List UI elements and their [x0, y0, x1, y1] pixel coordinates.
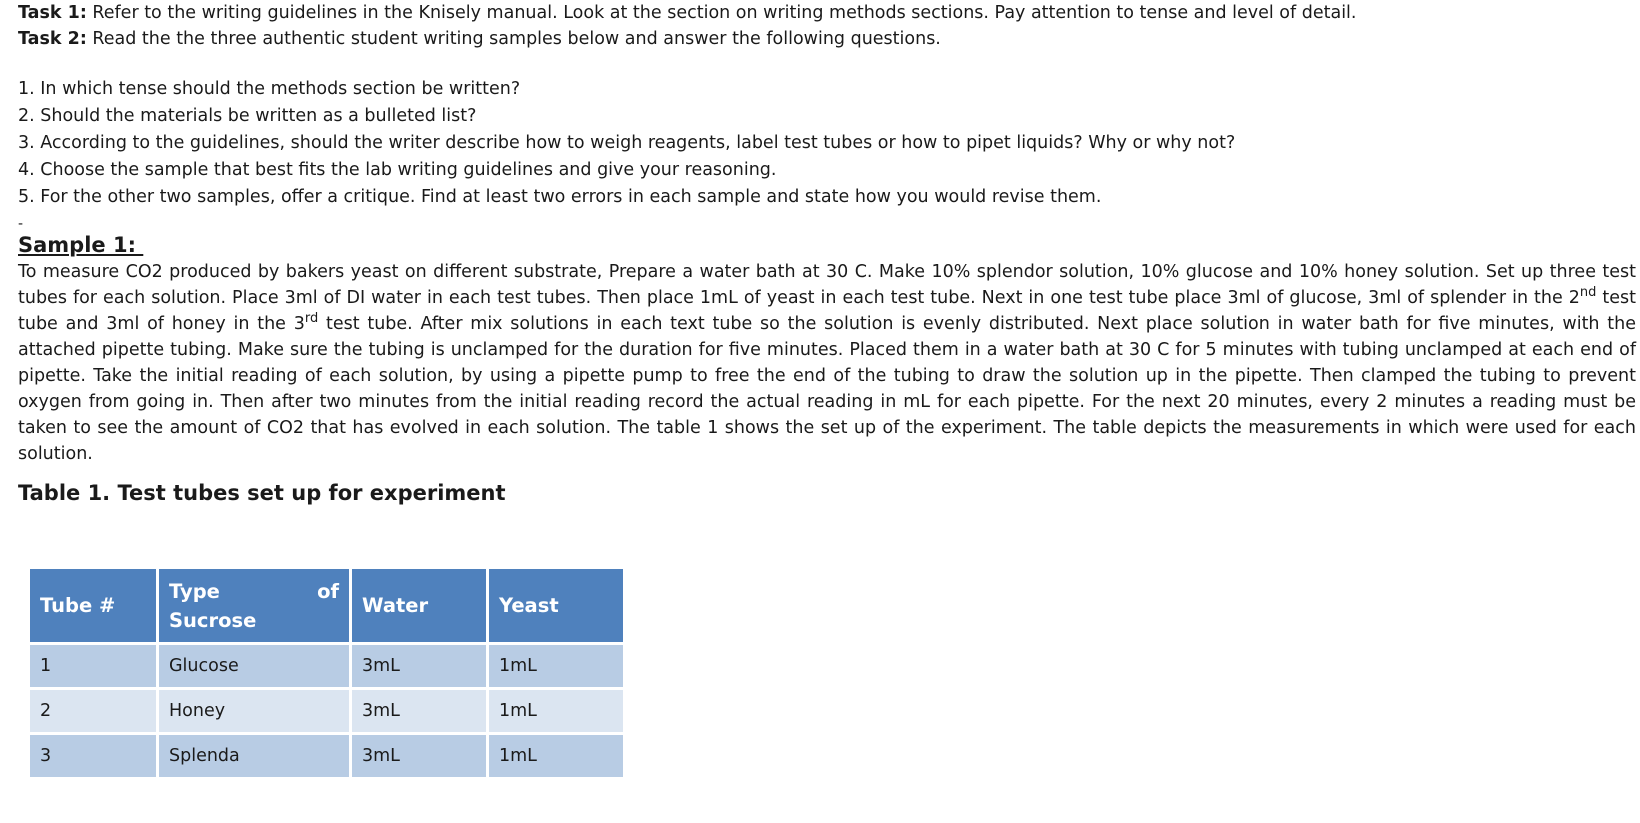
cell-water: 3mL — [351, 644, 488, 689]
question-5: 5. For the other two samples, offer a critique. Find at least two errors in each sample and state how you would revise them. — [18, 187, 1102, 207]
header-sucrose-word: Sucrose — [169, 608, 257, 632]
question-1: 1. In which tense should the methods section be written? — [18, 79, 521, 99]
table-row — [29, 734, 625, 779]
cell-yeast: 1mL — [488, 734, 625, 779]
sample-paragraph — [18, 259, 1636, 467]
header-yeast: Yeast — [488, 568, 625, 644]
table-row — [29, 644, 625, 689]
blank-line — [18, 52, 1636, 76]
task-1-label: Task 1: — [18, 3, 87, 23]
question-4: 4. Choose the sample that best fits the lab writing guidelines and give your reasoning. — [18, 160, 777, 180]
header-of-word: of — [317, 579, 339, 603]
header-type-line — [169, 577, 339, 606]
question-2: 2. Should the materials be written as a bulleted list? — [18, 106, 477, 126]
header-type-word: Type — [169, 579, 220, 603]
task-2-line — [18, 26, 1636, 52]
cell-tube: 2 — [29, 689, 158, 734]
cell-type: Splenda — [158, 734, 351, 779]
task-1-line — [18, 0, 1636, 26]
sample-text-part-3: test tube. After mix solutions in each text tube so the solution is evenly distributed. Next place solution in water bath for five minutes, with the attached pipette tubing. Make sure the tubing is unclamped for the duration for five minutes. Placed them in a water bath at 30 C for 5 minutes with tubing unclamped at each end of pipette. Take the initial reading of each solution, by using a pipette pump to free the end of the tubing to draw the solution up in the pipette. Then clamped the tubing to prevent oxygen from going in. Then after two minutes from the initial reading record the actual reading in mL for each pipette. For the next 20 minutes, every 2 minutes a reading must be taken to see the amount of CO2 that has evolved in each solution. The table 1 shows the set up of the experiment. The table depicts the measurements in which were used for each solution. — [18, 314, 1637, 464]
table-title: Table 1. Test tubes set up for experiment — [18, 481, 506, 505]
cell-tube: 3 — [29, 734, 158, 779]
cell-water: 3mL — [351, 734, 488, 779]
cell-yeast: 1mL — [488, 644, 625, 689]
cell-type: Glucose — [158, 644, 351, 689]
question-3: 3. According to the guidelines, should the writer describe how to weigh reagents, label test tubes or how to pipet liquids? Why or why not? — [18, 133, 1236, 153]
sample-title: Sample 1: — [18, 233, 144, 257]
cell-yeast: 1mL — [488, 689, 625, 734]
cell-type: Honey — [158, 689, 351, 734]
cell-water: 3mL — [351, 689, 488, 734]
cell-tube: 1 — [29, 644, 158, 689]
document-page — [18, 0, 1637, 766]
task-2-text: Read the the three authentic student writing samples below and answer the following questions. — [86, 29, 941, 49]
header-type-of-sucrose — [158, 568, 351, 644]
setup-table — [27, 566, 626, 780]
header-tube: Tube # — [29, 568, 158, 644]
sample-superscript-nd: nd — [1579, 285, 1597, 301]
dash-mark: - — [18, 216, 24, 232]
table-header-row — [29, 568, 625, 644]
task-2-label: Task 2: — [18, 29, 87, 49]
sample-superscript-rd: rd — [304, 311, 319, 327]
sample-text-part-2: test tube and 3ml of honey in the 3 — [18, 288, 1636, 334]
header-water: Water — [351, 568, 488, 644]
sample-text-part-1: To measure CO2 produced by bakers yeast on different substrate, Prepare a water bath at 30 C. Make 10% splendor solution, 10% glucose and 10% honey solution. Set up three test tubes for each solution. Place 3ml of DI water in each test tubes. Then place 1mL of yeast in each test tube. Next in one test tube place 3ml of glucose, 3ml of splender in the 2 — [18, 262, 1636, 308]
table-row — [29, 689, 625, 734]
task-1-text: Refer to the writing guidelines in the Knisely manual. Look at the section on writing methods sections. Pay attention to tense and level of detail. — [86, 3, 1357, 23]
